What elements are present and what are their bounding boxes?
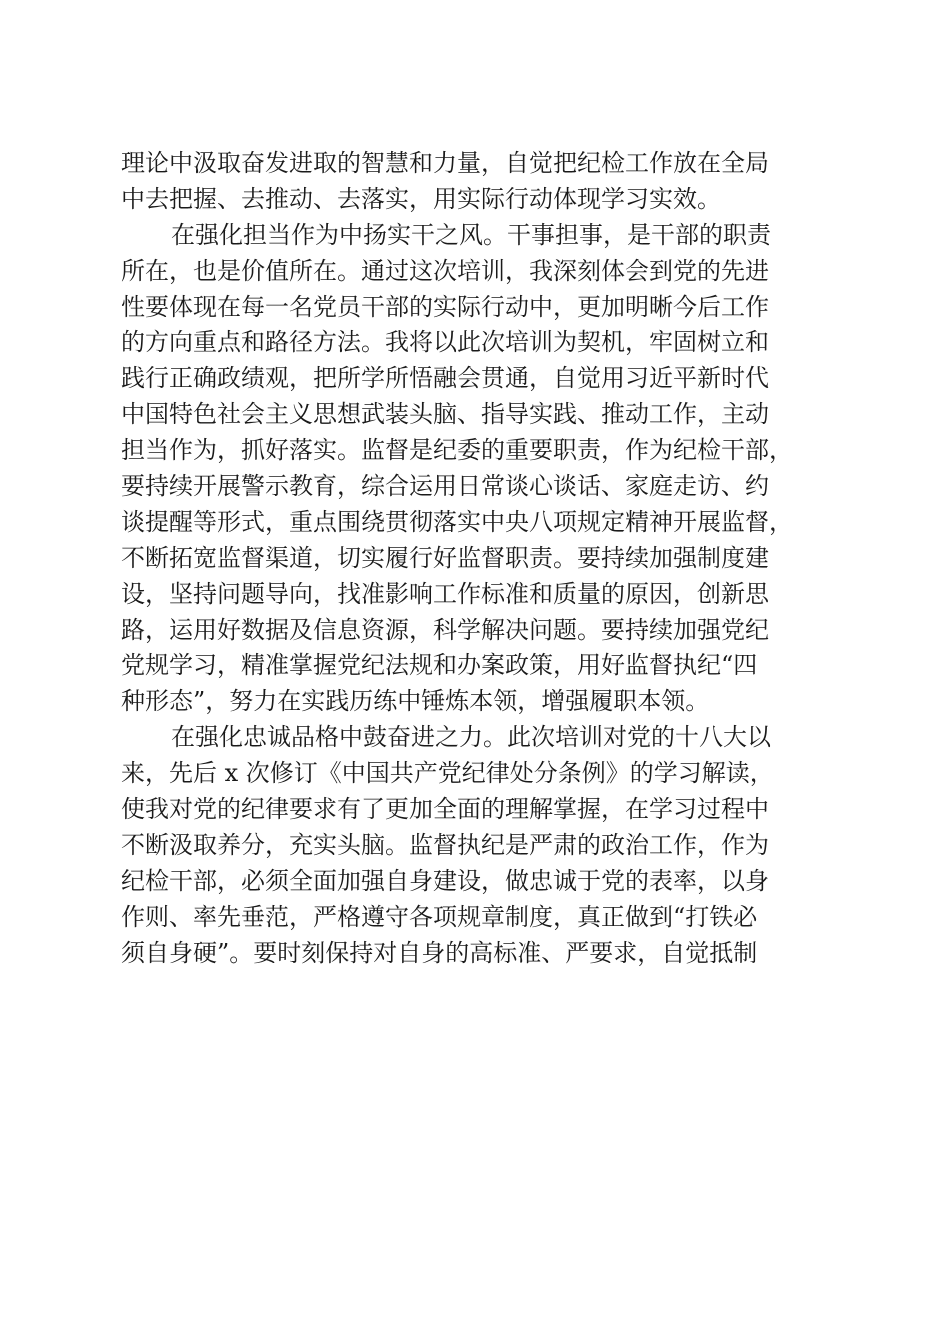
text-line: 使我对党的纪律要求有了更加全面的理解掌握，在学习过程中 [121,795,769,824]
text-line: 的方向重点和路径方法。我将以此次培训为契机，牢固树立和 [121,328,769,357]
text-line: 作则、率先垂范，严格遵守各项规章制度，真正做到“打铁必 [121,902,758,931]
text-line: 践行正确政绩观，把所学所悟融会贯通，自觉用习近平新时代 [121,364,769,393]
text-line: 党规学习，精准掌握党纪法规和办案政策，用好监督执纪“四 [121,651,758,680]
text-line: 担当作为，抓好落实。监督是纪委的重要职责，作为纪检干部， [121,436,793,465]
text-line: 中去把握、去推动、去落实，用实际行动体现学习实效。 [121,184,721,213]
text-line: 须自身硬”。要时刻保持对自身的高标准、严要求，自觉抵制 [121,938,758,967]
text-line: 所在，也是价值所在。通过这次培训，我深刻体会到党的先进 [121,256,769,285]
text-line: 设，坚持问题导向，找准影响工作标准和质量的原因，创新思 [121,579,769,608]
text-line: 来，先后 x 次修订《中国共产党纪律处分条例》的学习解读， [121,759,774,788]
text-line: 性要体现在每一名党员干部的实际行动中，更加明晰今后工作 [121,292,769,321]
paragraph-start-line: 在强化忠诚品格中鼓奋进之力。此次培训对党的十八大以 [171,723,771,752]
text-line: 谈提醒等形式，重点围绕贯彻落实中央八项规定精神开展监督， [121,507,793,536]
text-line: 纪检干部，必须全面加强自身建设，做忠诚于党的表率，以身 [121,866,769,895]
text-line: 要持续开展警示教育，综合运用日常谈心谈话、家庭走访、约 [121,472,769,501]
text-line: 不断汲取养分，充实头脑。监督执纪是严肃的政治工作，作为 [121,830,769,859]
text-line: 中国特色社会主义思想武装头脑、指导实践、推动工作，主动 [121,400,769,429]
paragraph-start-line: 在强化担当作为中扬实干之风。干事担事，是干部的职责 [171,220,771,249]
body-text [121,146,827,971]
text-line: 不断拓宽监督渠道，切实履行好监督职责。要持续加强制度建 [121,543,769,572]
text-line: 理论中汲取奋发进取的智慧和力量，自觉把纪检工作放在全局 [121,149,769,177]
text-line: 路，运用好数据及信息资源，科学解决问题。要持续加强党纪 [121,615,769,644]
text-line: 种形态”，努力在实践历练中锤炼本领，增强履职本领。 [121,687,710,716]
